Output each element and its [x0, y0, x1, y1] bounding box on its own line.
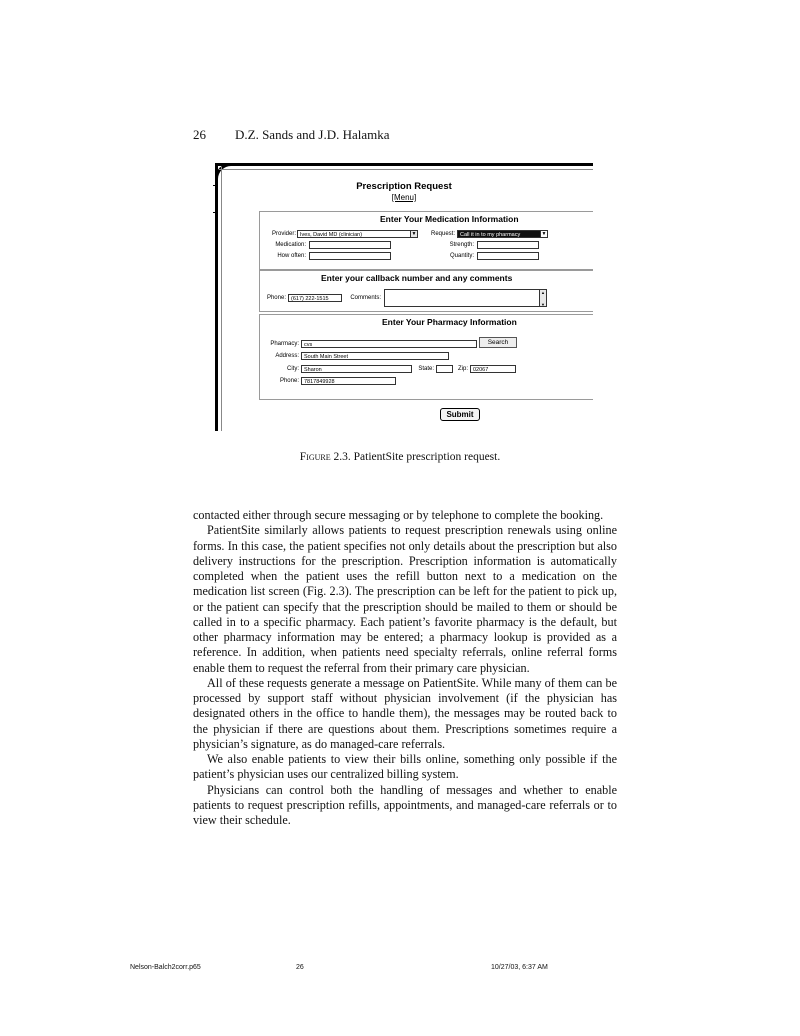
footer-timestamp: 10/27/03, 6:37 AM	[491, 964, 548, 971]
medication-input[interactable]	[309, 241, 391, 249]
section-heading-callback: Enter your callback number and any comments	[321, 273, 513, 283]
page-number: 26	[193, 127, 206, 142]
state-label: State:	[418, 366, 434, 372]
body-text	[193, 508, 617, 828]
running-header	[193, 127, 390, 143]
window-frame-inner-left	[221, 167, 222, 431]
pharmacy-input[interactable]: cvs	[301, 340, 477, 348]
city-input[interactable]: Sharon	[301, 365, 412, 373]
form-title: Prescription Request	[356, 181, 452, 192]
pharmacy-label: Pharmacy:	[270, 341, 299, 347]
comments-label: Comments:	[350, 295, 381, 301]
figure-prescription-form	[215, 163, 593, 431]
paragraph: PatientSite similarly allows patients to request prescription renewals using online forms. In this case, the patient specifies not only details about the prescription but also delivery instructions for the prescription. Prescription information is automatically completed when the patient uses the refill button next to a medication on the medication list screen (Fig. 2.3). The prescription can be left for the patient to pick up, or the patient can specify that the prescription should be mailed to them or should be called in to a specific pharmacy. Each patient’s favorite pharmacy is the default, but other pharmacy information may be entered; a pharmacy lookup is provided as a reference. In addition, when patients need specialty referrals, online referral forms enable them to request the referral from their primary care physician.	[193, 523, 617, 675]
window-frame-top	[215, 163, 593, 166]
phone-label: Phone:	[266, 295, 286, 301]
figure-caption	[0, 451, 800, 463]
how-often-input[interactable]	[309, 252, 391, 260]
paragraph: Physicians can control both the handling of messages and whether to enable patients to request prescription refills, appointments, and managed-care referrals or to view their schedule.	[193, 782, 617, 827]
quantity-input[interactable]	[477, 252, 539, 260]
strength-label: Strength:	[449, 242, 474, 248]
state-input[interactable]	[436, 365, 453, 373]
zip-label: Zip:	[457, 366, 468, 372]
chevron-down-icon: ▼	[541, 231, 547, 237]
scrollbar[interactable]: ▲ ▼	[539, 290, 546, 307]
callback-phone-input[interactable]: (617) 222-1515	[288, 294, 342, 302]
medication-panel	[259, 211, 593, 270]
window-frame-inner-top	[219, 169, 593, 170]
city-label: City:	[287, 366, 299, 372]
zip-input[interactable]: 02067	[470, 365, 516, 373]
menu-link[interactable]: [Menu]	[391, 193, 417, 202]
window-frame-left	[215, 163, 218, 431]
callback-panel	[259, 270, 593, 312]
author-line: D.Z. Sands and J.D. Halamka	[235, 127, 390, 142]
request-select[interactable]: Call it in to my pharmacy ▼	[457, 230, 548, 238]
caption-text: 2.3. PatientSite prescription request.	[333, 451, 501, 463]
pharmacy-phone-input[interactable]: 7817849928	[301, 377, 396, 385]
quantity-label: Quantity:	[449, 253, 474, 259]
provider-select[interactable]: Ives, David MD (clinician) ▼	[297, 230, 418, 238]
caption-prefix: Figure	[299, 451, 331, 463]
pharmacy-panel	[259, 314, 593, 400]
strength-input[interactable]	[477, 241, 539, 249]
address-label: Address:	[275, 353, 299, 359]
footer-filename: Nelson-Balch2corr.p65	[130, 964, 201, 971]
pharmacy-phone-label: Phone:	[279, 378, 299, 384]
search-button[interactable]: Search	[479, 337, 517, 348]
paragraph: contacted either through secure messaging or by telephone to complete the booking.	[193, 508, 604, 522]
medication-label: Medication:	[275, 242, 306, 248]
footer-page: 26	[296, 964, 304, 971]
how-often-label: How often:	[277, 253, 306, 259]
chevron-down-icon: ▼	[411, 231, 417, 237]
comments-textarea[interactable]	[384, 289, 547, 307]
paragraph: We also enable patients to view their bills online, something only possible if the patient’s physician uses our centralized billing system.	[193, 752, 617, 782]
section-heading-medication: Enter Your Medication Information	[380, 214, 519, 224]
request-label: Request:	[430, 231, 455, 237]
provider-label: Provider:	[271, 231, 296, 237]
section-heading-pharmacy: Enter Your Pharmacy Information	[382, 317, 517, 327]
submit-button[interactable]: Submit	[440, 408, 480, 421]
paragraph: All of these requests generate a message on PatientSite. While many of them can be processed by support staff without physician involvement (if the physician has designated others in the office to handle them), the messages may be routed back to the physician if there are questions about them. Prescriptions sometimes require a physician’s signature, as do managed-care referrals.	[193, 675, 617, 751]
address-input[interactable]: South Main Street	[301, 352, 449, 360]
